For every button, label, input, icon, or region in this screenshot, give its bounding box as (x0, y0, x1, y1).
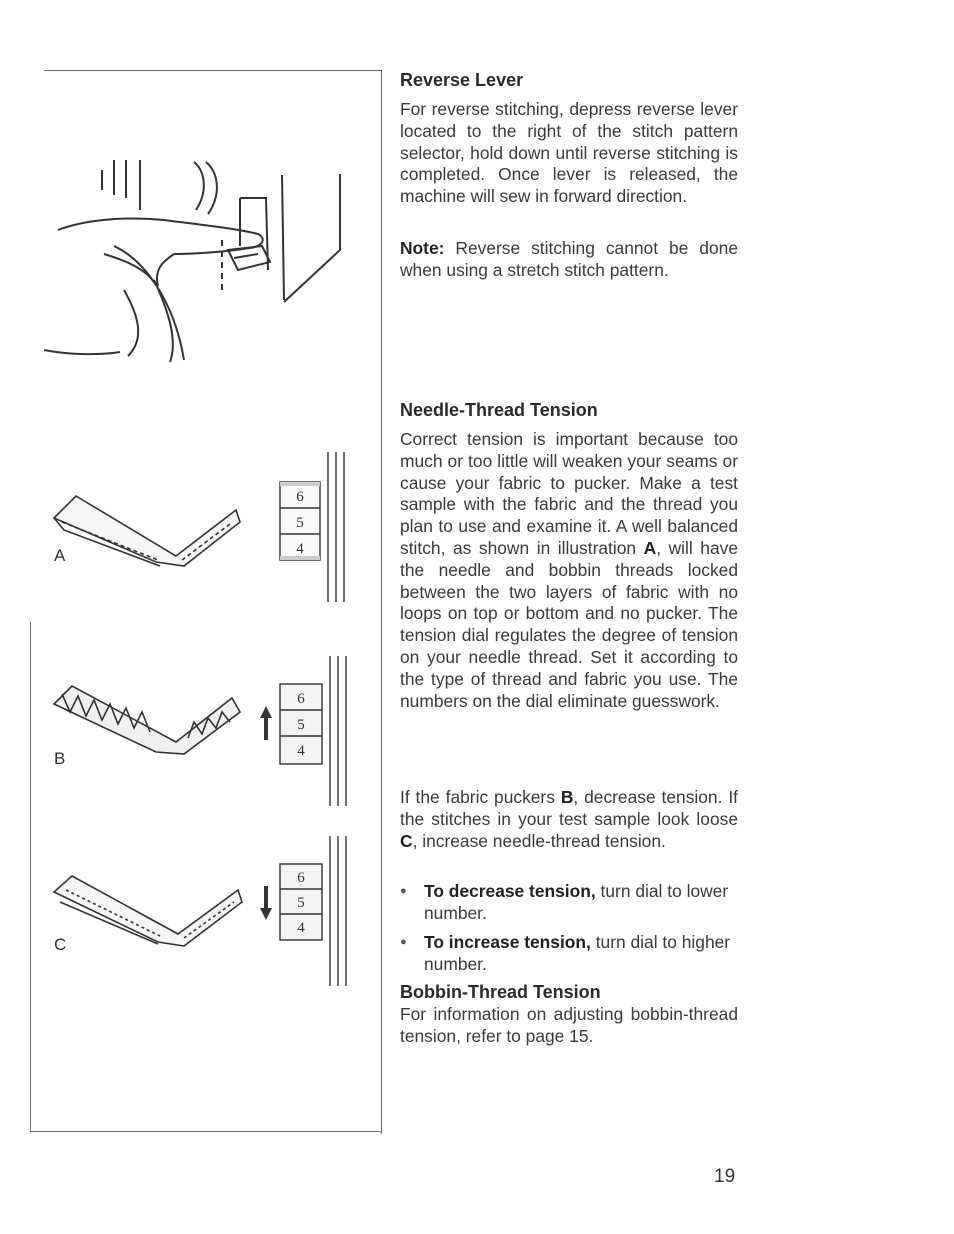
bullet2-text: turn dial to higher number. (424, 932, 731, 974)
reverse-lever-heading: Reverse Lever (400, 70, 524, 90)
bobbin-thread-tension-paragraph: For information on adjusting bobbin-thread tension, refer to page 15. (400, 1004, 738, 1046)
fabric-illustration-a (50, 490, 250, 570)
bullet1-label: To decrease tension, (424, 881, 596, 901)
left-frame-line (30, 622, 31, 1132)
bottom-frame-line (30, 1131, 382, 1132)
bullet-decrease-tension (400, 881, 740, 925)
dial-c-number-5: 5 (297, 895, 305, 911)
figure-label-a: A (54, 546, 66, 565)
fabric-illustration-b (48, 682, 248, 762)
bullet1-text: turn dial to lower number. (424, 881, 729, 923)
para1-start: Correct tension is important because too much or too little will weaken your seams or cause your fabric to pucker. Make a test sample with the fabric and the thread you plan to use and examine it. A well balanced stitch, as shown in illustration (400, 429, 738, 558)
dial-a-number-6: 6 (296, 489, 304, 505)
dial-b-number-6: 6 (297, 691, 305, 707)
needle-thread-tension-paragraph-2 (400, 787, 738, 852)
note-text: Reverse stitching cannot be done when using a stretch stitch pattern. (400, 238, 738, 280)
para2-a: If the fabric puckers (400, 787, 561, 807)
figure-label-b: B (54, 749, 66, 768)
up-arrow-icon (260, 706, 272, 740)
page-number: 19 (714, 1166, 736, 1187)
para2-b: , decrease tension. If the stitches in your test sample look loose (400, 787, 738, 829)
dial-a-number-4: 4 (296, 541, 304, 557)
top-frame-line (44, 70, 382, 71)
dial-b-number-4: 4 (297, 743, 305, 759)
figure-label-c: C (54, 935, 67, 954)
ref-b: B (560, 787, 574, 807)
needle-thread-tension-heading: Needle-Thread Tension (400, 400, 598, 420)
bobbin-thread-tension-heading: Bobbin-Thread Tension (400, 982, 601, 1002)
bullet-marker: ● (400, 885, 407, 897)
reverse-lever-note (400, 238, 738, 282)
dial-a-number-5: 5 (296, 515, 304, 531)
note-label: Note: (400, 238, 445, 258)
dial-c-number-4: 4 (297, 920, 305, 936)
bullet-marker: ● (400, 936, 407, 948)
bullet-increase-tension (400, 932, 740, 976)
tension-dial-b (256, 656, 352, 806)
dial-c-number-6: 6 (297, 870, 305, 886)
ref-c: C (400, 830, 413, 851)
column-divider (381, 70, 382, 1134)
bullet2-label: To increase tension, (424, 932, 591, 952)
para1-end: , will have the needle and bobbin threads locked between the two layers of fabric with no loops on top or bottom and no pucker. The tension dial regulates the degree of tension on your needle thread. Set it according to the type of thread and fabric you use. The numbers on the dial eliminate guesswork. (400, 537, 738, 711)
fabric-illustration-c (50, 872, 250, 952)
down-arrow-icon (260, 886, 272, 920)
needle-thread-tension-paragraph-1 (400, 429, 738, 712)
reverse-lever-illustration (44, 150, 354, 370)
tension-dial-c (256, 836, 352, 988)
ref-a: A (643, 537, 657, 558)
reverse-lever-paragraph: For reverse stitching, depress reverse lever located to the right of the stitch pattern selector, hold down until reverse stitching is completed. Once lever is released, the machine will sew in forward direction. (400, 99, 738, 207)
dial-b-number-5: 5 (297, 717, 305, 733)
tension-dial-a (278, 452, 350, 602)
para2-c: , increase needle-thread tension. (412, 830, 666, 851)
